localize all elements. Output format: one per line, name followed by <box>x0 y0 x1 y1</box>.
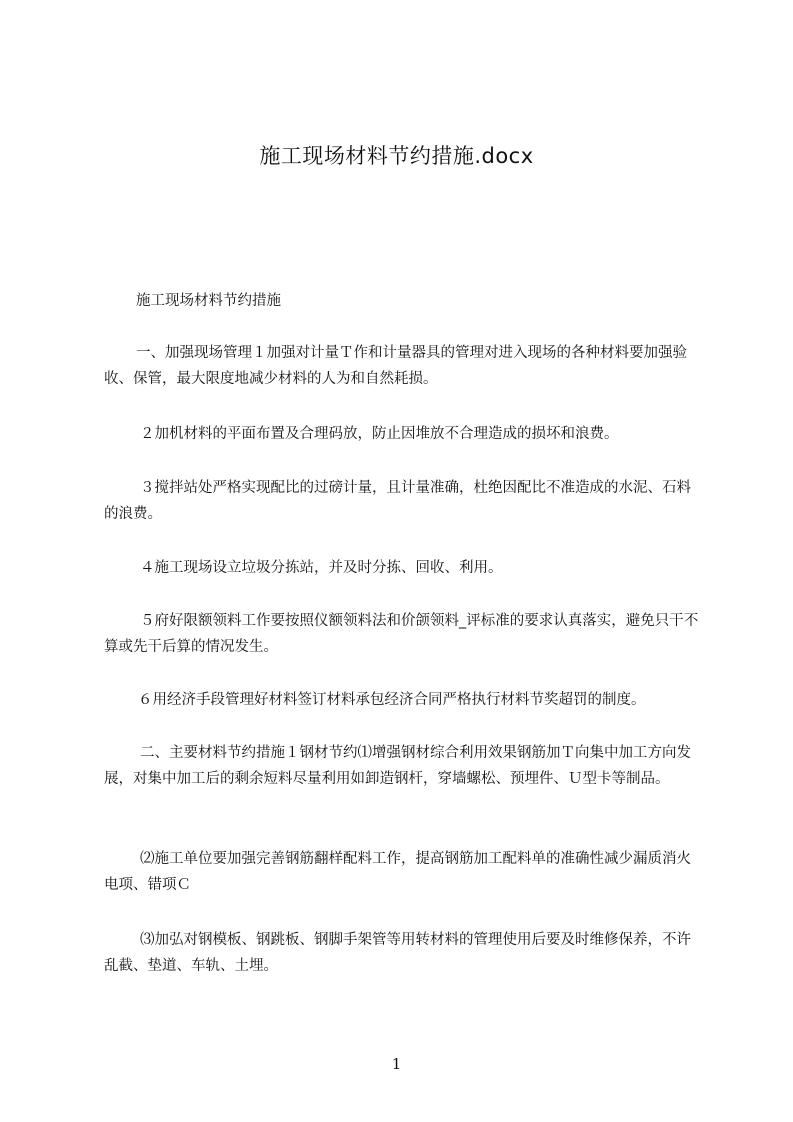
paragraph-4: ４施工现场设立垃圾分拣站，并及时分拣、回收、利用。 <box>140 560 503 576</box>
paragraph-5: ５府好限额领料工作要按照仪额领料法和价颌领料_评标准的要求认真落实，避免只干不算或先干后算的情况发生。 <box>104 613 699 655</box>
paragraph-7: 二、主要材料节约措施１钢材节约⑴增强钢材综合利用效果钢筋加Ｔ向集中加工方向发展，对集中加工后的剩余短料尽量利用如卸造钢杆，穿墙螺松、预埋件、Ｕ型卡等制品。 <box>104 745 691 787</box>
paragraph-1: 一、加强现场管理１加强对计量Ｔ作和计量器具的管理对进入现场的各种材料要加强验收、保管，最大限度地减少材料的人为和自然耗损。 <box>104 345 687 387</box>
document-title: 施工现场材料节约措施.docx <box>259 144 534 168</box>
page-number: 1 <box>391 1055 402 1073</box>
paragraph-9: ⑶加弘对钢模板、钢跳板、钢脚手架管等用转材料的管理使用后要及时维修保养，不许乱截、垫道、车轨、土埋。 <box>104 932 691 974</box>
paragraph-6: ６用经济手段管理好材料签订材料承包经济合同严格执行材料节奖超罚的制度。 <box>138 692 646 708</box>
paragraph-2: ２加机材料的平面布置及合理码放，防止因堆放不合理造成的损坏和浪费。 <box>140 426 619 442</box>
section-heading: 施工现场材料节约措施 <box>136 293 281 309</box>
paragraph-8: ⑵施工单位要加强完善钢筋翻样配料工作，提高钢筋加工配料单的准确性减少漏质消火电项、错项Ｃ <box>104 851 691 893</box>
paragraph-3: ３搅拌站处严格实现配比的过磅计量，且计量准确，杜绝因配比不准造成的水泥、石料的浪费。 <box>104 480 691 522</box>
